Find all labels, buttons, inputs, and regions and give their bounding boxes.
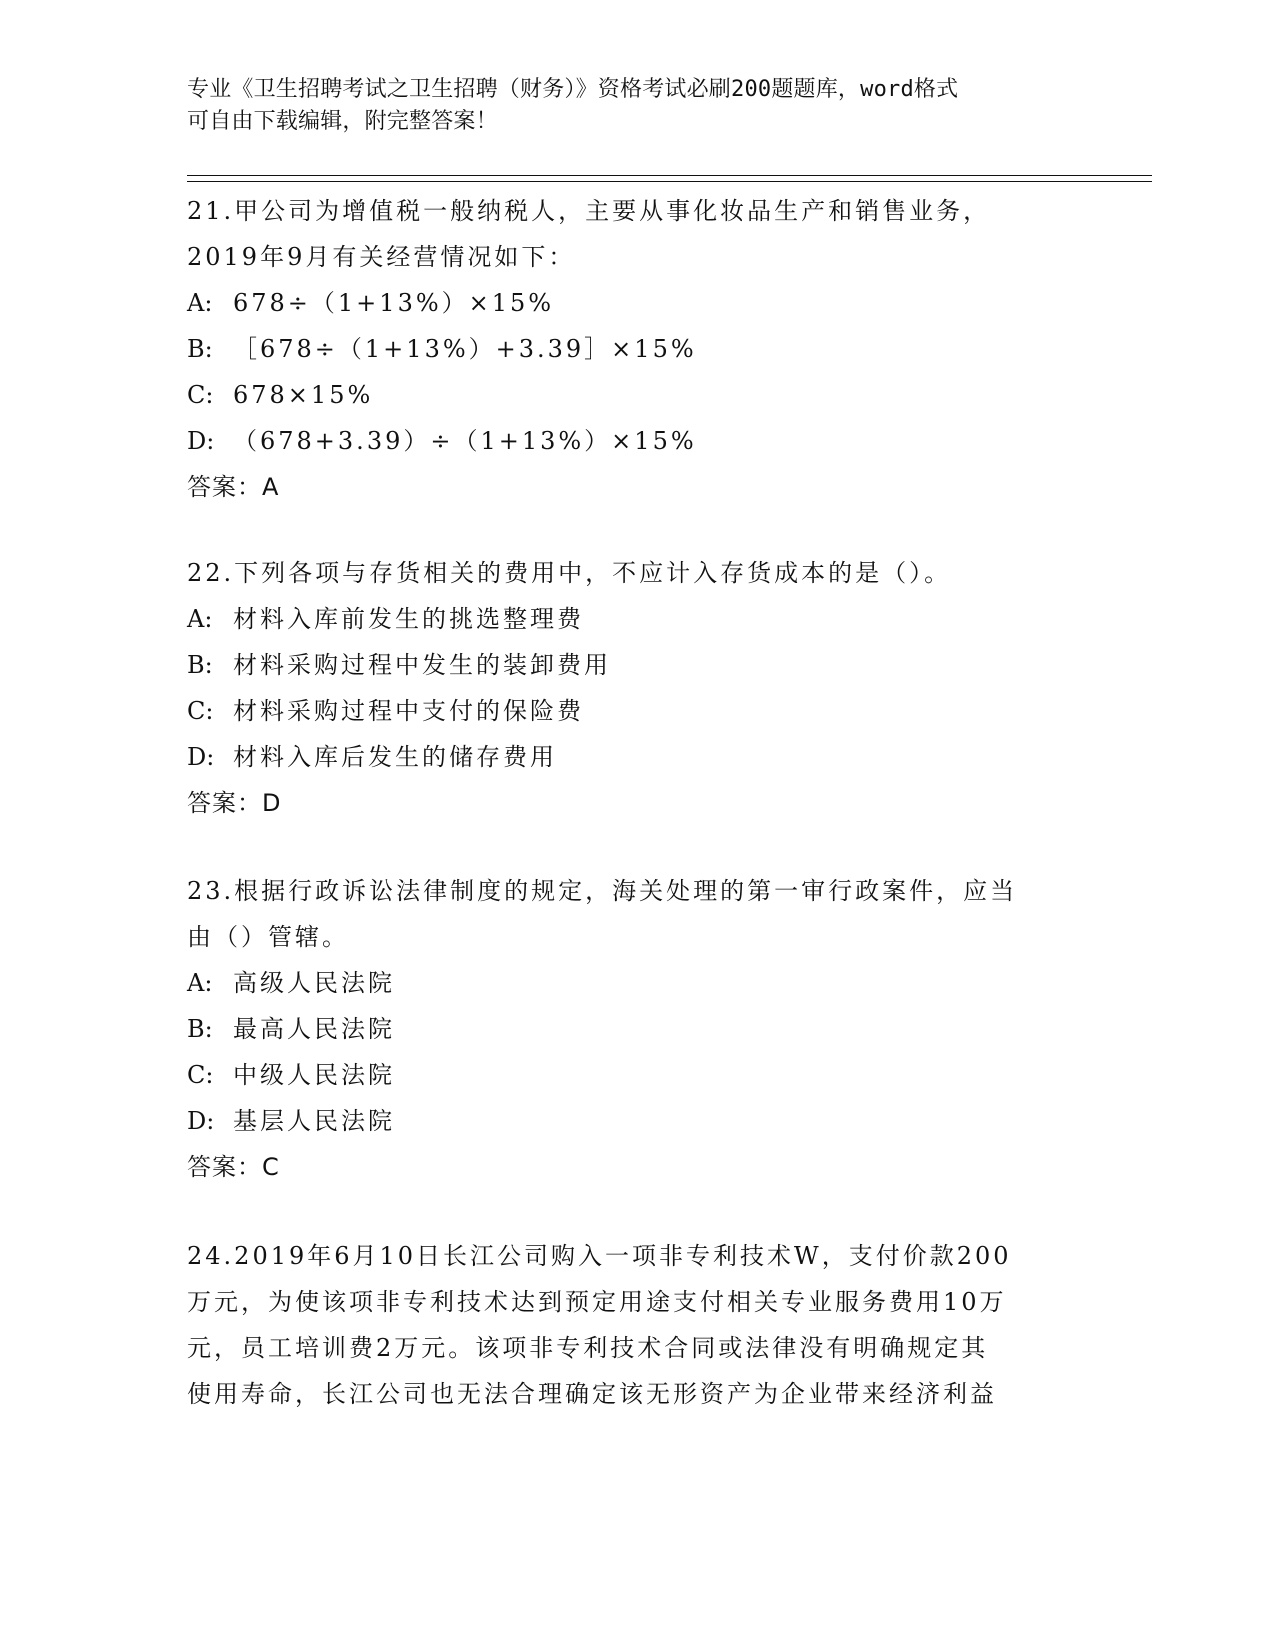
option-text: 高级人民法院 [233,969,395,997]
option-key: A: [187,605,213,633]
option-text: ［678÷（1+13%）+3.39］×15% [233,335,697,363]
option-key: B: [187,1015,213,1043]
option-text: （678+3.39）÷（1+13%）×15% [233,427,697,455]
option-key: B: [187,651,213,679]
header-title-line-2: 可自由下载编辑，附完整答案！ [187,109,498,134]
option-a [187,280,1087,326]
option-text: 最高人民法院 [233,1015,395,1043]
option-key: D: [187,427,215,455]
header-divider-top [187,175,1152,176]
question-stem-line: 由（）管辖。 [187,923,349,951]
header-divider-bottom [187,181,1152,182]
option-key: C: [187,381,214,409]
option-d [187,734,1087,780]
answer-line: 答案：D [187,789,282,817]
option-c [187,1052,1087,1098]
option-c [187,372,1087,418]
question-stem-line: 元，员工培训费2万元。该项非专利技术合同或法律没有明确规定其 [187,1334,989,1362]
question-stem-line: 21.甲公司为增值税一般纳税人，主要从事化妆品生产和销售业务， [187,197,991,225]
document-header [187,74,1067,138]
option-key: A: [187,969,213,997]
option-b [187,326,1087,372]
header-title-line-1: 专业《卫生招聘考试之卫生招聘（财务）》资格考试必刷200题题库，word格式 [187,77,959,102]
option-text: 材料采购过程中支付的保险费 [233,697,584,725]
question-21 [187,188,1087,510]
option-key: B: [187,335,213,363]
question-stem-line: 万元，为使该项非专利技术达到预定用途支付相关专业服务费用10万 [187,1288,1007,1316]
option-d [187,418,1087,464]
option-key: D: [187,1107,215,1135]
option-text: 678×15% [233,381,374,409]
option-key: C: [187,697,214,725]
question-22 [187,550,1087,826]
option-text: 材料入库前发生的挑选整理费 [233,605,584,633]
question-stem-line: 使用寿命，长江公司也无法合理确定该无形资产为企业带来经济利益 [187,1380,997,1408]
question-23 [187,868,1087,1190]
option-key: A: [187,289,213,317]
option-key: C: [187,1061,214,1089]
question-stem-line: 23.根据行政诉讼法律制度的规定，海关处理的第一审行政案件，应当 [187,877,1018,905]
option-key: D: [187,743,215,771]
option-a [187,960,1087,1006]
question-24 [187,1233,1087,1417]
option-text: 中级人民法院 [233,1061,395,1089]
question-stem-line: 2019年9月有关经营情况如下： [187,243,576,271]
question-stem-line: 22.下列各项与存货相关的费用中，不应计入存货成本的是（）。 [187,559,952,587]
question-stem-line: 24.2019年6月10日长江公司购入一项非专利技术W，支付价款200 [187,1242,1012,1270]
option-d [187,1098,1087,1144]
option-a [187,596,1087,642]
answer-line: 答案：C [187,1153,280,1181]
option-text: 基层人民法院 [233,1107,395,1135]
option-text: 678÷（1+13%）×15% [233,289,555,317]
option-text: 材料入库后发生的储存费用 [233,743,557,771]
option-b [187,642,1087,688]
option-text: 材料采购过程中发生的装卸费用 [233,651,611,679]
answer-line: 答案：A [187,473,280,501]
option-b [187,1006,1087,1052]
option-c [187,688,1087,734]
